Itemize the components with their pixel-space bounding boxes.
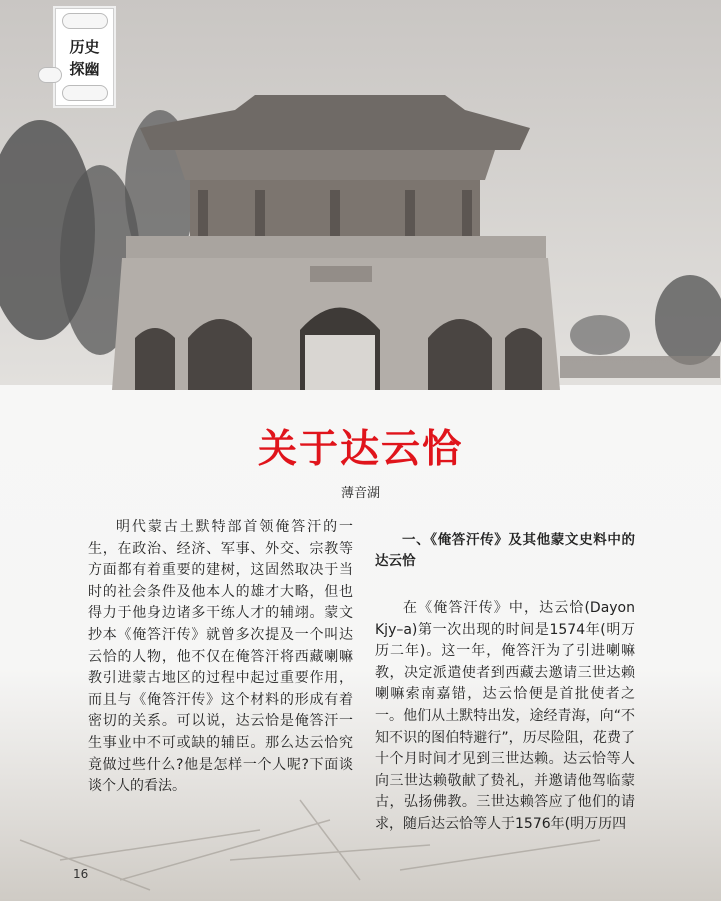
- page-number: 16: [73, 867, 89, 881]
- cloud-ornament-icon: [62, 13, 108, 29]
- article-title: 关于达云恰: [257, 427, 463, 472]
- section-heading: 一、《俺答汗传》及其他蒙文史料中的达云恰: [375, 532, 635, 569]
- intro-paragraph: 明代蒙古土默特部首领俺答汗的一生，在政治、经济、军事、外交、宗教等方面都有着重要的建树，这固然取决于当时的社会条件及他本人的雄才大略，但也得力于他身边诸多干练人才的辅翊。蒙文抄本《俺答汗传》就曾多次提及一个叫达云恰的人物，他不仅在俺答汗将西藏喇嘛教引进蒙古地区的过程中起过重要作用，而且与《俺答汗传》这个材料的形成有着密切的关系。可以说，达云恰是俺答汗一生事业中不可或缺的辅臣。那么达云恰究竟做过些什么?他是怎样一个人呢?下面谈谈个人的看法。: [88, 519, 353, 795]
- article-author: 薄音湖: [340, 486, 380, 501]
- left-column: [88, 517, 353, 798]
- section-badge-line2: 探幽: [69, 60, 100, 78]
- right-column: [375, 530, 635, 836]
- body-paragraph: 在《俺答汗传》中，达云恰(Dayon Kjy–a)第一次出现的时间是1574年(明万历二年)。这一年，俺答汗为了引进喇嘛教，决定派遣使者到西藏去邀请三世达赖喇嘛索南嘉错，达云恰便是首批使者之一。他们从土默特出发，途经青海，向“不知不识的图伯特避行”，历尽险阻，花费了十个月时间才见到三世达赖。达云恰等人向三世达赖敬献了贽礼，并邀请他驾临蒙古，弘扬佛教。三世达赖答应了他们的请求，随后达云恰等人于1576年(明万历四: [375, 600, 635, 832]
- section-badge: [55, 8, 114, 106]
- cloud-ornament-icon: [62, 85, 108, 101]
- section-badge-line1: 历史: [69, 38, 100, 56]
- section-badge-label: [56, 36, 113, 80]
